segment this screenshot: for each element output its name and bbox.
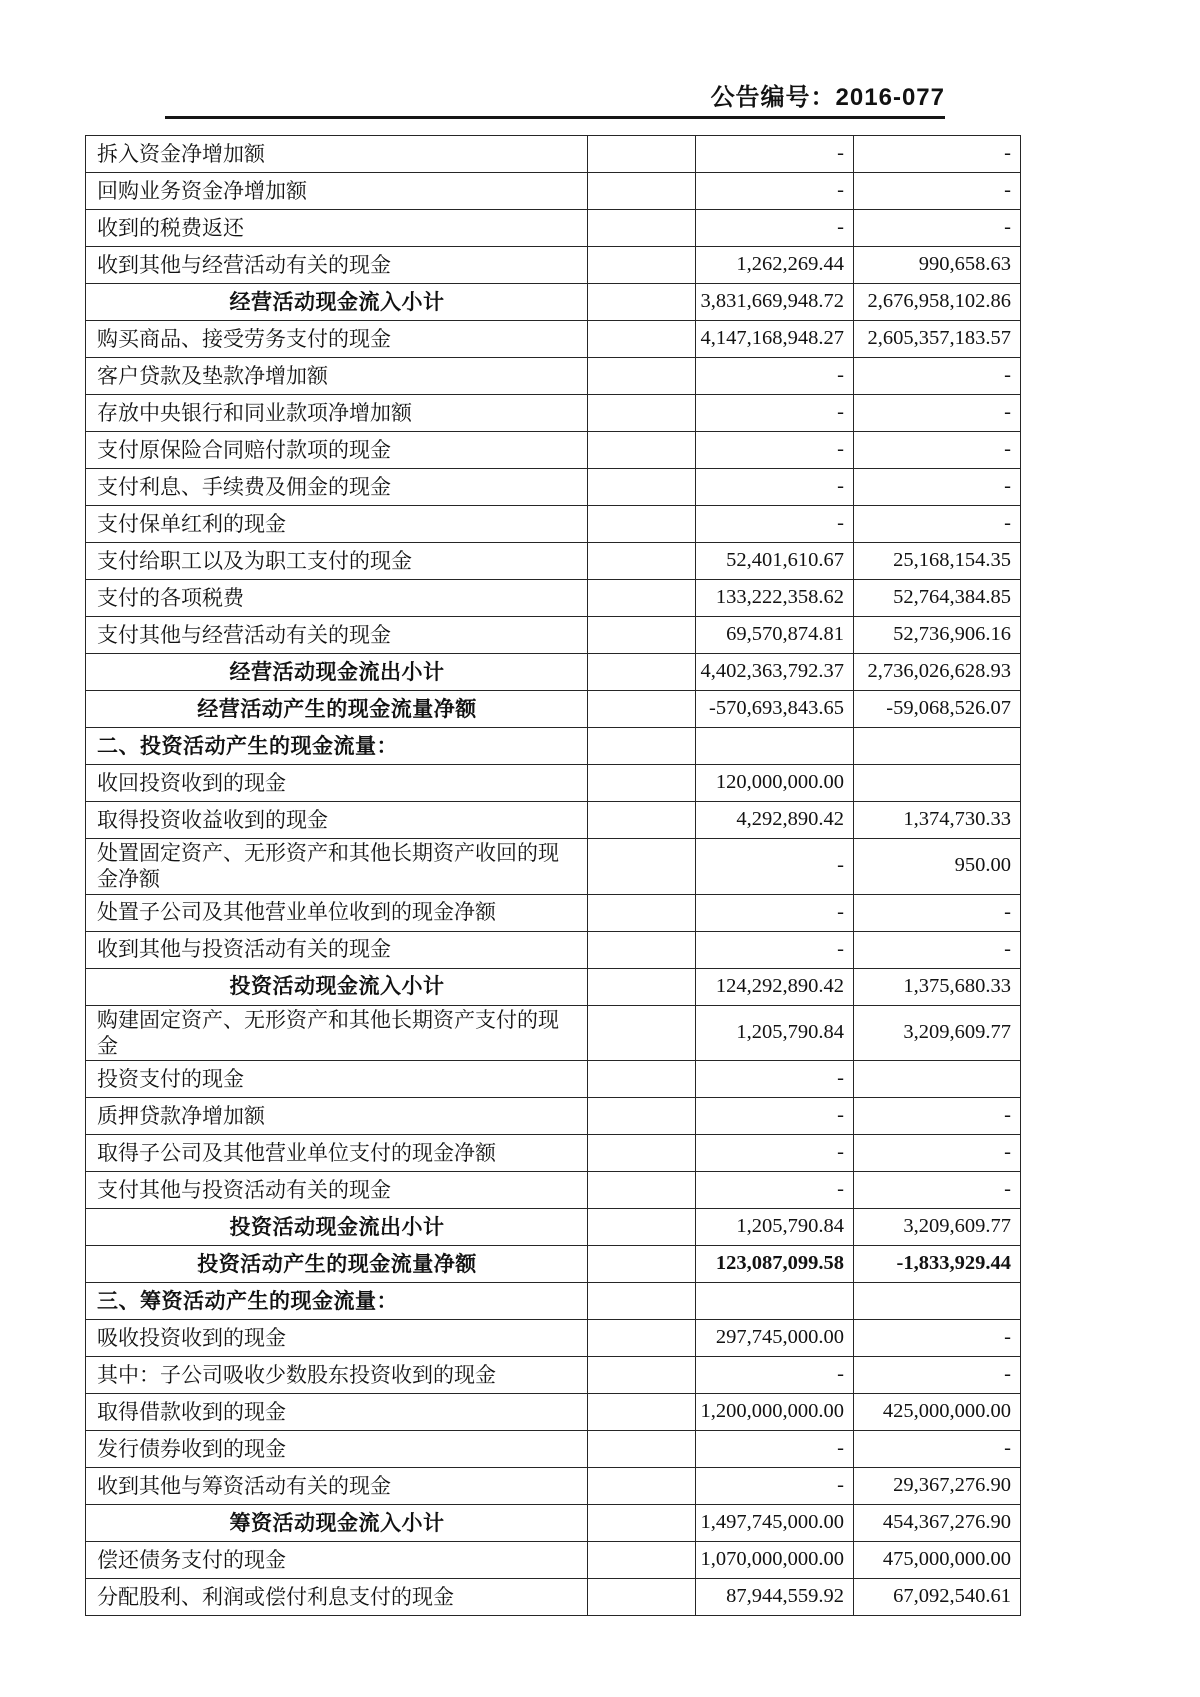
- row-label: 收到其他与投资活动有关的现金: [86, 931, 588, 968]
- table-row: [86, 1542, 1021, 1579]
- table-row: [86, 1320, 1021, 1357]
- row-prior-amount: -: [854, 432, 1021, 469]
- row-prior-amount: 2,605,357,183.57: [854, 321, 1021, 358]
- row-label: 偿还债务支付的现金: [86, 1542, 588, 1579]
- table-row: [86, 1283, 1021, 1320]
- row-prior-amount: 25,168,154.35: [854, 543, 1021, 580]
- row-blank-cell: [588, 543, 696, 580]
- row-current-amount: -: [696, 173, 854, 210]
- table-row: [86, 765, 1021, 802]
- row-blank-cell: [588, 284, 696, 321]
- row-blank-cell: [588, 1468, 696, 1505]
- row-blank-cell: [588, 691, 696, 728]
- row-label: 购建固定资产、无形资产和其他长期资产支付的现金: [86, 1005, 588, 1061]
- row-current-amount: 1,497,745,000.00: [696, 1505, 854, 1542]
- row-current-amount: -: [696, 1468, 854, 1505]
- row-blank-cell: [588, 728, 696, 765]
- announcement-number: 公告编号：2016-077: [710, 84, 945, 111]
- row-label: 三、筹资活动产生的现金流量：: [86, 1283, 588, 1320]
- table-row: [86, 802, 1021, 839]
- row-prior-amount: -: [854, 894, 1021, 931]
- row-label: 取得投资收益收到的现金: [86, 802, 588, 839]
- table-row: [86, 894, 1021, 931]
- table-row: [86, 321, 1021, 358]
- row-blank-cell: [588, 802, 696, 839]
- row-prior-amount: -: [854, 173, 1021, 210]
- row-current-amount: 120,000,000.00: [696, 765, 854, 802]
- row-blank-cell: [588, 1061, 696, 1098]
- table-row: [86, 469, 1021, 506]
- table-row: [86, 1246, 1021, 1283]
- row-prior-amount: 990,658.63: [854, 247, 1021, 284]
- row-blank-cell: [588, 1172, 696, 1209]
- row-label: 经营活动现金流出小计: [86, 654, 588, 691]
- row-label: 质押贷款净增加额: [86, 1098, 588, 1135]
- row-blank-cell: [588, 1357, 696, 1394]
- cash-flow-table-body: [86, 136, 1021, 1616]
- row-label: 购买商品、接受劳务支付的现金: [86, 321, 588, 358]
- row-label: 支付其他与经营活动有关的现金: [86, 617, 588, 654]
- row-label: 其中：子公司吸收少数股东投资收到的现金: [86, 1357, 588, 1394]
- row-blank-cell: [588, 1209, 696, 1246]
- table-row: [86, 136, 1021, 173]
- table-row: [86, 1394, 1021, 1431]
- row-blank-cell: [588, 1505, 696, 1542]
- row-prior-amount: -: [854, 1431, 1021, 1468]
- row-current-amount: -: [696, 1135, 854, 1172]
- row-blank-cell: [588, 1005, 696, 1061]
- row-current-amount: -: [696, 839, 854, 895]
- row-prior-amount: 950.00: [854, 839, 1021, 895]
- row-prior-amount: 1,375,680.33: [854, 968, 1021, 1005]
- row-blank-cell: [588, 839, 696, 895]
- row-current-amount: -: [696, 210, 854, 247]
- row-label: 投资活动现金流出小计: [86, 1209, 588, 1246]
- row-blank-cell: [588, 1283, 696, 1320]
- row-prior-amount: 1,374,730.33: [854, 802, 1021, 839]
- row-current-amount: [696, 1283, 854, 1320]
- row-current-amount: 52,401,610.67: [696, 543, 854, 580]
- table-row: [86, 1468, 1021, 1505]
- row-prior-amount: [854, 765, 1021, 802]
- row-label: 投资活动产生的现金流量净额: [86, 1246, 588, 1283]
- row-label: 发行债券收到的现金: [86, 1431, 588, 1468]
- table-row: [86, 654, 1021, 691]
- row-prior-amount: 67,092,540.61: [854, 1579, 1021, 1616]
- row-blank-cell: [588, 247, 696, 284]
- row-current-amount: -: [696, 432, 854, 469]
- row-current-amount: 4,402,363,792.37: [696, 654, 854, 691]
- row-label: 存放中央银行和同业款项净增加额: [86, 395, 588, 432]
- row-current-amount: 123,087,099.58: [696, 1246, 854, 1283]
- row-blank-cell: [588, 1246, 696, 1283]
- row-label: 取得借款收到的现金: [86, 1394, 588, 1431]
- row-prior-amount: 425,000,000.00: [854, 1394, 1021, 1431]
- row-current-amount: -: [696, 894, 854, 931]
- table-row: [86, 691, 1021, 728]
- row-label: 支付利息、手续费及佣金的现金: [86, 469, 588, 506]
- row-blank-cell: [588, 432, 696, 469]
- row-current-amount: 124,292,890.42: [696, 968, 854, 1005]
- row-label: 支付的各项税费: [86, 580, 588, 617]
- table-row: [86, 1209, 1021, 1246]
- table-row: [86, 1005, 1021, 1061]
- row-current-amount: -: [696, 1431, 854, 1468]
- row-prior-amount: -: [854, 1135, 1021, 1172]
- row-label: 支付其他与投资活动有关的现金: [86, 1172, 588, 1209]
- row-current-amount: 4,147,168,948.27: [696, 321, 854, 358]
- row-current-amount: [696, 728, 854, 765]
- row-current-amount: -: [696, 931, 854, 968]
- table-row: [86, 506, 1021, 543]
- row-label: 经营活动现金流入小计: [86, 284, 588, 321]
- row-blank-cell: [588, 1320, 696, 1357]
- table-row: [86, 1431, 1021, 1468]
- row-label: 支付保单红利的现金: [86, 506, 588, 543]
- table-row: [86, 1172, 1021, 1209]
- row-prior-amount: -: [854, 506, 1021, 543]
- row-blank-cell: [588, 580, 696, 617]
- row-blank-cell: [588, 173, 696, 210]
- table-row: [86, 247, 1021, 284]
- row-blank-cell: [588, 765, 696, 802]
- row-blank-cell: [588, 395, 696, 432]
- row-current-amount: -: [696, 136, 854, 173]
- row-current-amount: 1,262,269.44: [696, 247, 854, 284]
- table-row: [86, 284, 1021, 321]
- row-blank-cell: [588, 469, 696, 506]
- row-current-amount: -: [696, 1172, 854, 1209]
- table-row: [86, 543, 1021, 580]
- row-prior-amount: -: [854, 1098, 1021, 1135]
- row-blank-cell: [588, 506, 696, 543]
- row-label: 支付给职工以及为职工支付的现金: [86, 543, 588, 580]
- row-current-amount: 133,222,358.62: [696, 580, 854, 617]
- row-prior-amount: -: [854, 1172, 1021, 1209]
- row-blank-cell: [588, 210, 696, 247]
- row-label: 回购业务资金净增加额: [86, 173, 588, 210]
- row-current-amount: 1,205,790.84: [696, 1209, 854, 1246]
- row-current-amount: -: [696, 1098, 854, 1135]
- table-row: [86, 968, 1021, 1005]
- table-row: [86, 931, 1021, 968]
- row-blank-cell: [588, 931, 696, 968]
- row-blank-cell: [588, 136, 696, 173]
- table-row: [86, 210, 1021, 247]
- row-label: 收回投资收到的现金: [86, 765, 588, 802]
- row-blank-cell: [588, 1135, 696, 1172]
- row-prior-amount: 52,764,384.85: [854, 580, 1021, 617]
- row-prior-amount: 29,367,276.90: [854, 1468, 1021, 1505]
- row-prior-amount: -: [854, 136, 1021, 173]
- row-current-amount: 69,570,874.81: [696, 617, 854, 654]
- row-current-amount: 297,745,000.00: [696, 1320, 854, 1357]
- table-row: [86, 1061, 1021, 1098]
- row-prior-amount: 52,736,906.16: [854, 617, 1021, 654]
- row-prior-amount: 3,209,609.77: [854, 1005, 1021, 1061]
- row-label: 收到其他与经营活动有关的现金: [86, 247, 588, 284]
- row-blank-cell: [588, 617, 696, 654]
- row-current-amount: 4,292,890.42: [696, 802, 854, 839]
- table-row: [86, 580, 1021, 617]
- table-row: [86, 1357, 1021, 1394]
- table-row: [86, 395, 1021, 432]
- row-prior-amount: 475,000,000.00: [854, 1542, 1021, 1579]
- table-row: [86, 728, 1021, 765]
- row-current-amount: 1,200,000,000.00: [696, 1394, 854, 1431]
- row-current-amount: -: [696, 1357, 854, 1394]
- row-prior-amount: 454,367,276.90: [854, 1505, 1021, 1542]
- row-blank-cell: [588, 654, 696, 691]
- row-current-amount: -: [696, 506, 854, 543]
- row-prior-amount: 2,676,958,102.86: [854, 284, 1021, 321]
- row-prior-amount: [854, 1061, 1021, 1098]
- row-prior-amount: -: [854, 1320, 1021, 1357]
- row-label: 投资活动现金流入小计: [86, 968, 588, 1005]
- row-prior-amount: -: [854, 210, 1021, 247]
- row-current-amount: -570,693,843.65: [696, 691, 854, 728]
- row-blank-cell: [588, 358, 696, 395]
- cash-flow-table: [85, 135, 1021, 1616]
- row-prior-amount: [854, 1283, 1021, 1320]
- row-label: 取得子公司及其他营业单位支付的现金净额: [86, 1135, 588, 1172]
- row-label: 支付原保险合同赔付款项的现金: [86, 432, 588, 469]
- table-row: [86, 1098, 1021, 1135]
- row-label: 分配股利、利润或偿付利息支付的现金: [86, 1579, 588, 1616]
- row-blank-cell: [588, 1579, 696, 1616]
- row-current-amount: 3,831,669,948.72: [696, 284, 854, 321]
- row-prior-amount: -: [854, 395, 1021, 432]
- row-label: 投资支付的现金: [86, 1061, 588, 1098]
- row-blank-cell: [588, 1098, 696, 1135]
- table-row: [86, 173, 1021, 210]
- row-prior-amount: -: [854, 358, 1021, 395]
- row-blank-cell: [588, 321, 696, 358]
- row-current-amount: 87,944,559.92: [696, 1579, 854, 1616]
- row-prior-amount: -1,833,929.44: [854, 1246, 1021, 1283]
- row-label: 处置固定资产、无形资产和其他长期资产收回的现金净额: [86, 839, 588, 895]
- row-current-amount: -: [696, 358, 854, 395]
- row-label: 收到其他与筹资活动有关的现金: [86, 1468, 588, 1505]
- row-prior-amount: -: [854, 1357, 1021, 1394]
- table-row: [86, 1579, 1021, 1616]
- header-rule: [165, 116, 945, 119]
- row-prior-amount: 3,209,609.77: [854, 1209, 1021, 1246]
- row-current-amount: 1,205,790.84: [696, 1005, 854, 1061]
- row-current-amount: -: [696, 1061, 854, 1098]
- row-blank-cell: [588, 894, 696, 931]
- row-label: 处置子公司及其他营业单位收到的现金净额: [86, 894, 588, 931]
- row-blank-cell: [588, 1542, 696, 1579]
- table-row: [86, 432, 1021, 469]
- row-blank-cell: [588, 968, 696, 1005]
- row-label: 经营活动产生的现金流量净额: [86, 691, 588, 728]
- row-prior-amount: -: [854, 931, 1021, 968]
- table-row: [86, 1505, 1021, 1542]
- row-current-amount: 1,070,000,000.00: [696, 1542, 854, 1579]
- table-row: [86, 839, 1021, 895]
- row-current-amount: -: [696, 395, 854, 432]
- table-row: [86, 617, 1021, 654]
- row-label: 二、投资活动产生的现金流量：: [86, 728, 588, 765]
- row-prior-amount: -59,068,526.07: [854, 691, 1021, 728]
- row-label: 筹资活动现金流入小计: [86, 1505, 588, 1542]
- row-blank-cell: [588, 1394, 696, 1431]
- table-row: [86, 1135, 1021, 1172]
- row-label: 收到的税费返还: [86, 210, 588, 247]
- row-blank-cell: [588, 1431, 696, 1468]
- row-prior-amount: [854, 728, 1021, 765]
- row-prior-amount: -: [854, 469, 1021, 506]
- row-label: 客户贷款及垫款净增加额: [86, 358, 588, 395]
- row-prior-amount: 2,736,026,628.93: [854, 654, 1021, 691]
- row-label: 拆入资金净增加额: [86, 136, 588, 173]
- table-row: [86, 358, 1021, 395]
- row-label: 吸收投资收到的现金: [86, 1320, 588, 1357]
- row-current-amount: -: [696, 469, 854, 506]
